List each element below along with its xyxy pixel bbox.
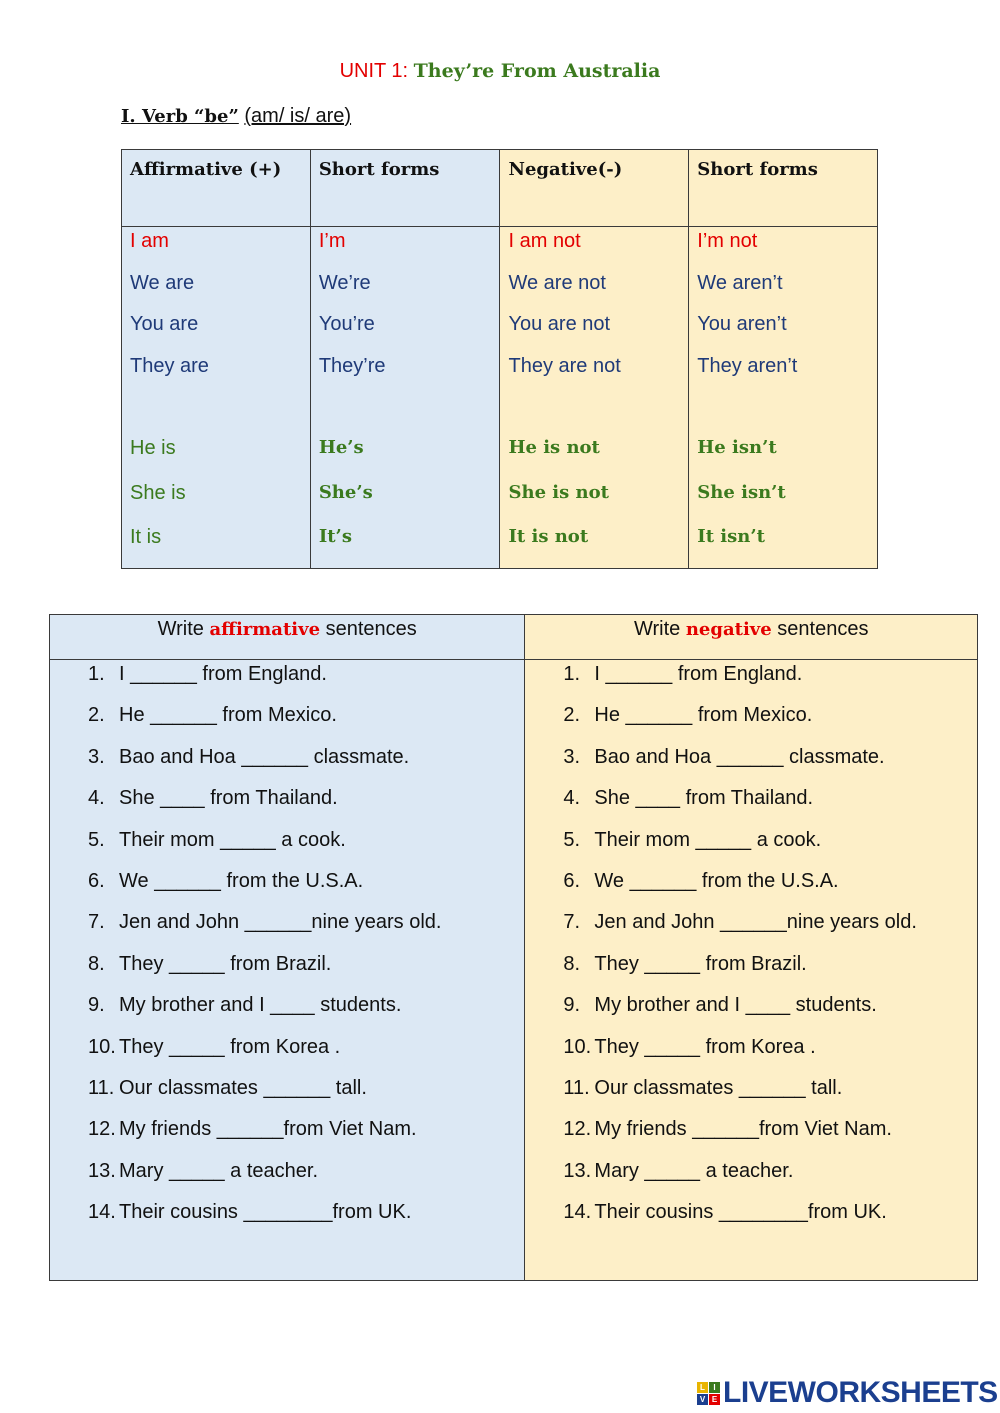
exercise-item	[563, 784, 977, 825]
exercise-number: 5.	[563, 828, 581, 851]
exercise-table	[49, 614, 978, 1281]
exercise-number: 4.	[88, 787, 105, 810]
exercise-sentence: Mary _____ a teacher.	[594, 1159, 794, 1182]
exercise-number: 10.	[88, 1035, 116, 1058]
exercise-item	[563, 1115, 977, 1156]
exercise-sentence: Jen and John ______nine years old.	[119, 911, 442, 934]
exercise-sentence: Our classmates ______ tall.	[119, 1076, 367, 1099]
form-item: We are	[130, 271, 195, 294]
affirmative-exercise-list	[50, 660, 524, 1239]
form-item: We’re	[318, 271, 371, 294]
form-item: We aren’t	[697, 271, 783, 294]
exercise-item	[88, 826, 524, 867]
exercise-sentence: Bao and Hoa ______ classmate.	[594, 745, 885, 768]
form-item: She is not	[508, 481, 609, 503]
exercise-number: 13.	[88, 1159, 116, 1182]
form-item: I’m not	[697, 230, 758, 252]
form-item: They aren’t	[697, 354, 798, 377]
negative-column	[500, 227, 689, 569]
header-negative: Negative(-)	[500, 150, 689, 227]
negative-short-forms-column	[689, 227, 878, 569]
exercise-sentence: We ______ from the U.S.A.	[119, 869, 364, 892]
form-item: She’s	[318, 481, 373, 503]
exercise-sentence: She ____ from Thailand.	[594, 787, 814, 810]
exercise-number: 9.	[563, 994, 581, 1017]
exercise-sentence: Our classmates ______ tall.	[594, 1076, 843, 1099]
exercise-number: 9.	[88, 994, 105, 1017]
exercise-number: 12.	[563, 1118, 592, 1141]
table-body-row	[122, 227, 878, 569]
exercise-sentence: We ______ from the U.S.A.	[594, 869, 839, 892]
exercise-number: 11.	[88, 1076, 115, 1099]
exercise-item	[88, 991, 524, 1032]
affirmative-exercise-header: Write affirmative sentences	[50, 615, 525, 660]
exercise-sentence: I ______ from England.	[119, 663, 327, 685]
exercise-item	[563, 991, 977, 1032]
exercise-number: 1.	[88, 663, 105, 685]
exercise-number: 7.	[563, 911, 581, 934]
section-heading	[121, 105, 351, 128]
exercise-number: 1.	[563, 663, 581, 685]
exercise-sentence: My brother and I ____ students.	[594, 994, 877, 1017]
header-negative-short-forms: Short forms	[689, 150, 878, 227]
exercise-number: 10.	[563, 1035, 592, 1058]
form-item: She is	[130, 481, 186, 504]
exercise-header-row	[50, 615, 978, 660]
table-header-row	[122, 150, 878, 227]
form-item: They’re	[318, 354, 386, 377]
form-item: We are not	[508, 271, 606, 294]
form-item: He’s	[318, 437, 364, 458]
exercise-sentence: They _____ from Brazil.	[594, 952, 807, 975]
exercise-sentence: He ______ from Mexico.	[594, 704, 813, 727]
exercise-number: 3.	[88, 745, 105, 768]
exercise-item	[563, 660, 977, 701]
exercise-number: 11.	[563, 1076, 590, 1099]
exercise-sentence: My friends ______from Viet Nam.	[594, 1118, 892, 1141]
form-item: It is	[130, 526, 162, 548]
exercise-sentence: My brother and I ____ students.	[119, 994, 402, 1017]
exercise-sentence: Mary _____ a teacher.	[119, 1159, 319, 1182]
page-title	[0, 60, 1000, 83]
form-item: She isn’t	[697, 481, 786, 503]
header-affirmative: Affirmative (+)	[122, 150, 311, 227]
liveworksheets-branding	[697, 1376, 998, 1410]
section-title-bold: I. Verb “be”	[121, 106, 239, 127]
negative-exercise-list	[525, 660, 977, 1239]
negative-exercise-header: Write negative sentences	[525, 615, 978, 660]
exercise-item	[88, 743, 524, 784]
affirmative-keyword: affirmative	[209, 619, 321, 640]
exercise-sentence: Their mom _____ a cook.	[119, 828, 346, 851]
unit-title: They’re From Australia	[413, 60, 661, 82]
exercise-item	[88, 784, 524, 825]
exercise-sentence: She ____ from Thailand.	[119, 787, 338, 810]
header-short-forms: Short forms	[310, 150, 500, 227]
exercise-number: 3.	[563, 745, 581, 768]
form-item: They are not	[508, 354, 621, 377]
exercise-number: 8.	[88, 952, 105, 975]
liveworksheets-logo-icon: L I V E	[697, 1382, 720, 1405]
exercise-number: 13.	[563, 1159, 592, 1182]
exercise-number: 2.	[563, 704, 581, 727]
exercise-number: 14.	[563, 1201, 592, 1224]
exercise-item	[88, 1033, 524, 1074]
exercise-item	[563, 1157, 977, 1198]
exercise-item	[88, 1115, 524, 1156]
form-item: You’re	[318, 313, 375, 335]
section-title-normal: (am/ is/ are)	[244, 105, 352, 127]
exercise-sentence: Bao and Hoa ______ classmate.	[119, 745, 410, 768]
exercise-body-row	[50, 660, 978, 1281]
form-item: You are not	[508, 313, 611, 335]
exercise-number: 2.	[88, 704, 105, 727]
exercise-item	[88, 908, 524, 949]
exercise-item	[563, 950, 977, 991]
exercise-number: 8.	[563, 952, 581, 975]
negative-keyword: negative	[685, 619, 772, 640]
exercise-sentence: He ______ from Mexico.	[119, 704, 337, 727]
exercise-item	[563, 1033, 977, 1074]
exercise-item	[563, 826, 977, 867]
exercise-sentence: My friends ______from Viet Nam.	[119, 1118, 417, 1141]
form-item: It is not	[508, 526, 589, 547]
form-item: I am	[130, 230, 169, 252]
exercise-item	[563, 743, 977, 784]
form-item: He isn’t	[697, 437, 777, 458]
exercise-item	[563, 1198, 977, 1239]
exercise-number: 7.	[88, 911, 105, 934]
form-item: He is not	[508, 437, 600, 458]
exercise-item	[563, 867, 977, 908]
short-forms-column	[310, 227, 500, 569]
exercise-number: 4.	[563, 787, 581, 810]
exercise-item	[88, 701, 524, 742]
form-item: I am not	[508, 230, 581, 252]
unit-label: UNIT 1:	[339, 60, 409, 82]
exercise-sentence: Their cousins ________from UK.	[119, 1201, 412, 1224]
form-item: They are	[130, 354, 209, 377]
exercise-item	[88, 660, 524, 701]
exercise-item	[563, 908, 977, 949]
liveworksheets-wordmark: LIVEWORKSHEETS	[723, 1376, 998, 1409]
exercise-number: 5.	[88, 828, 105, 851]
form-item: You are	[130, 313, 199, 335]
exercise-sentence: Their mom _____ a cook.	[594, 828, 822, 851]
affirmative-column	[122, 227, 311, 569]
form-item: I’m	[318, 230, 346, 252]
exercise-number: 14.	[88, 1201, 116, 1224]
exercise-item	[88, 1157, 524, 1198]
exercise-item	[563, 701, 977, 742]
form-item: He is	[130, 437, 176, 459]
form-item: It’s	[318, 526, 352, 547]
form-item: You aren’t	[697, 313, 787, 335]
exercise-item	[88, 1198, 524, 1239]
exercise-number: 12.	[88, 1118, 116, 1141]
exercise-item	[88, 867, 524, 908]
exercise-sentence: They _____ from Korea .	[594, 1035, 816, 1058]
exercise-sentence: Jen and John ______nine years old.	[594, 911, 917, 934]
exercise-sentence: I ______ from England.	[594, 663, 803, 685]
exercise-number: 6.	[88, 869, 105, 892]
exercise-item	[88, 950, 524, 991]
exercise-sentence: Their cousins ________from UK.	[594, 1201, 887, 1224]
negative-exercise-column	[525, 660, 978, 1281]
exercise-sentence: They _____ from Korea .	[119, 1035, 341, 1058]
exercise-item	[88, 1074, 524, 1115]
exercise-sentence: They _____ from Brazil.	[119, 952, 332, 975]
verb-be-table	[121, 149, 878, 569]
form-item: It isn’t	[697, 526, 765, 547]
exercise-item	[563, 1074, 977, 1115]
exercise-number: 6.	[563, 869, 581, 892]
affirmative-exercise-column	[50, 660, 525, 1281]
